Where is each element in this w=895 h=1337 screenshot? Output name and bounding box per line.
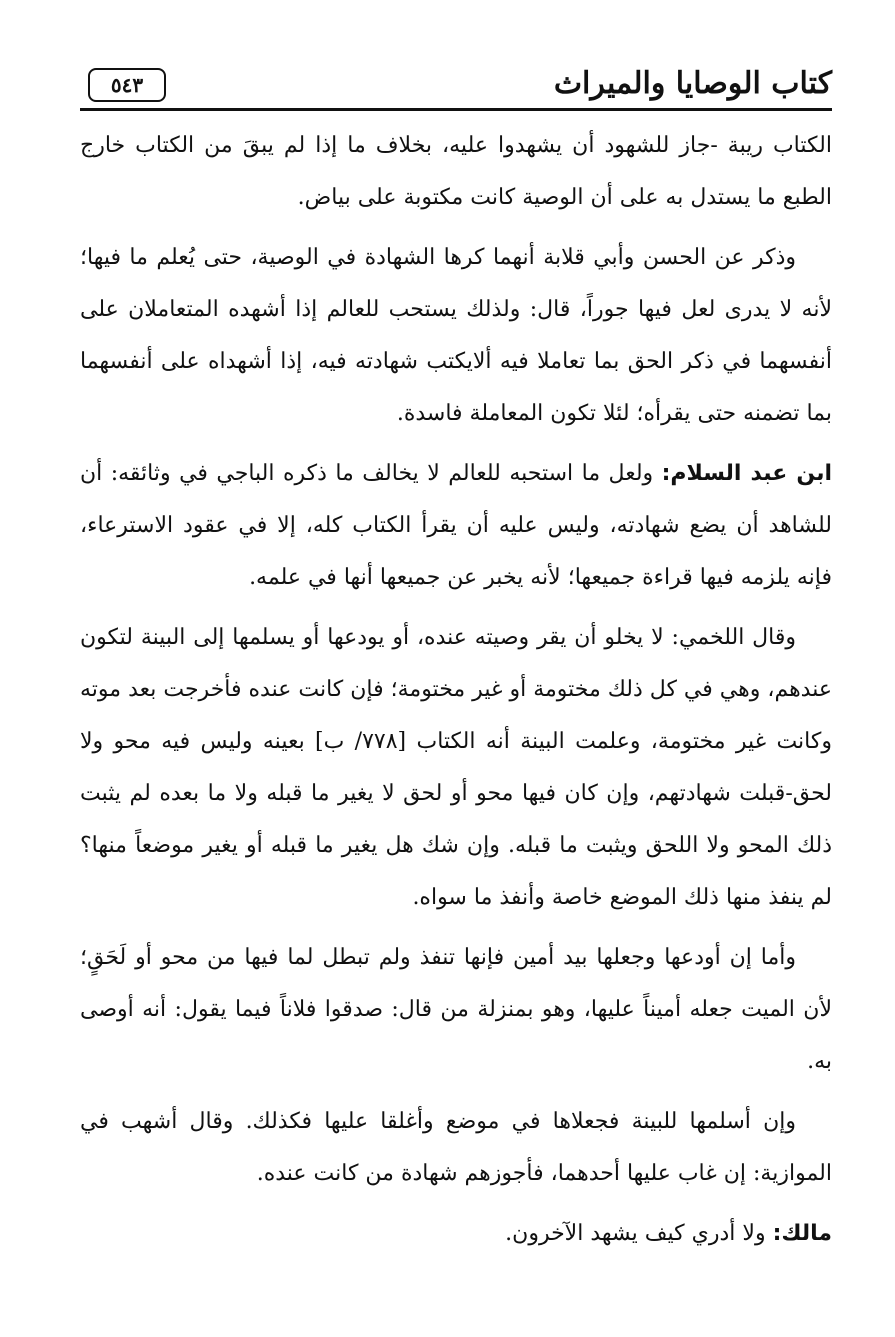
paragraph-text: وإن أسلمها للبينة فجعلاها في موضع وأغلقا عليها فكذلك. وقال أشهب في الموازية: إن غاب عليها أحدهما، فأجوزهم شهادة من كانت عنده. <box>80 1109 832 1186</box>
speaker-label: ابن عبد السلام: <box>661 461 832 486</box>
paragraph-3 <box>80 448 832 604</box>
paragraph-5 <box>80 932 832 1088</box>
paragraph-text: وأما إن أودعها وجعلها بيد أمين فإنها تنفذ ولم تبطل لما فيها من محو أو لَحَقٍ؛ لأن الميت جعله أميناً عليها، وهو بمنزلة من قال: صدقوا فلاناً فيما يقول: أنه أوصى به. <box>80 945 832 1074</box>
page-body <box>80 120 832 1268</box>
paragraph-text: ولعل ما استحبه للعالم لا يخالف ما ذكره الباجي في وثائقه: أن للشاهد أن يضع شهادته، وليس عليه أن يقرأ الكتاب كله، إلا في عقود الاسترعاء، فإنه يلزمه فيها قراءة جميعها؛ لأنه يخبر عن جميعها أنها في علمه. <box>80 461 832 590</box>
page-header <box>80 62 832 116</box>
paragraph-4 <box>80 612 832 924</box>
speaker-label: مالك: <box>772 1221 832 1246</box>
paragraph-text: الكتاب ريبة -جاز للشهود أن يشهدوا عليه، بخلاف ما إذا لم يبقَ من الكتاب خارج الطبع ما يستدل به على أن الوصية كانت مكتوبة على بياض. <box>80 133 832 210</box>
paragraph-1 <box>80 120 832 224</box>
paragraph-text: ولا أدري كيف يشهد الآخرون. <box>505 1221 773 1246</box>
paragraph-text: وذكر عن الحسن وأبي قلابة أنهما كرها الشهادة في الوصية، حتى يُعلم ما فيها؛ لأنه لا يدرى لعل فيها جوراً، قال: ولذلك يستحب للعالم إذا أشهده المتعاملان على أنفسهما في ذكر الحق بما تعاملا فيه ألايكتب شهادته فيه، إذا أشهداه على أنفسهما بما تضمنه حتى يقرأه؛ لئلا تكون المعاملة فاسدة. <box>80 245 832 426</box>
paragraph-7 <box>80 1208 832 1260</box>
paragraph-text: وقال اللخمي: لا يخلو أن يقر وصيته عنده، أو يودعها أو يسلمها إلى البينة لتكون عندهم، وهي في كل ذلك مختومة أو غير مختومة؛ فإن كانت عنده فأخرجت بعد موته وكانت غير مختومة، وعلمت البينة أنه الكتاب [٧٧٨/ ب] بعينه وليس فيه محو ولا لحق-قبلت شهادتهم، وإن كان فيها محو أو لحق لا يغير ما قبله ولا ما بعده لم يثبت ذلك المحو ولا اللحق ويثبت ما قبله. وإن شك هل يغير ما قبله أو يغير موضعاً منها؟ لم ينفذ منها ذلك الموضع خاصة وأنفذ ما سواه. <box>80 625 832 910</box>
header-rule <box>80 108 832 111</box>
paragraph-2 <box>80 232 832 440</box>
running-title: كتاب الوصايا والميراث <box>553 66 832 101</box>
page-number: ٥٤٣ <box>88 68 166 102</box>
paragraph-6 <box>80 1096 832 1200</box>
